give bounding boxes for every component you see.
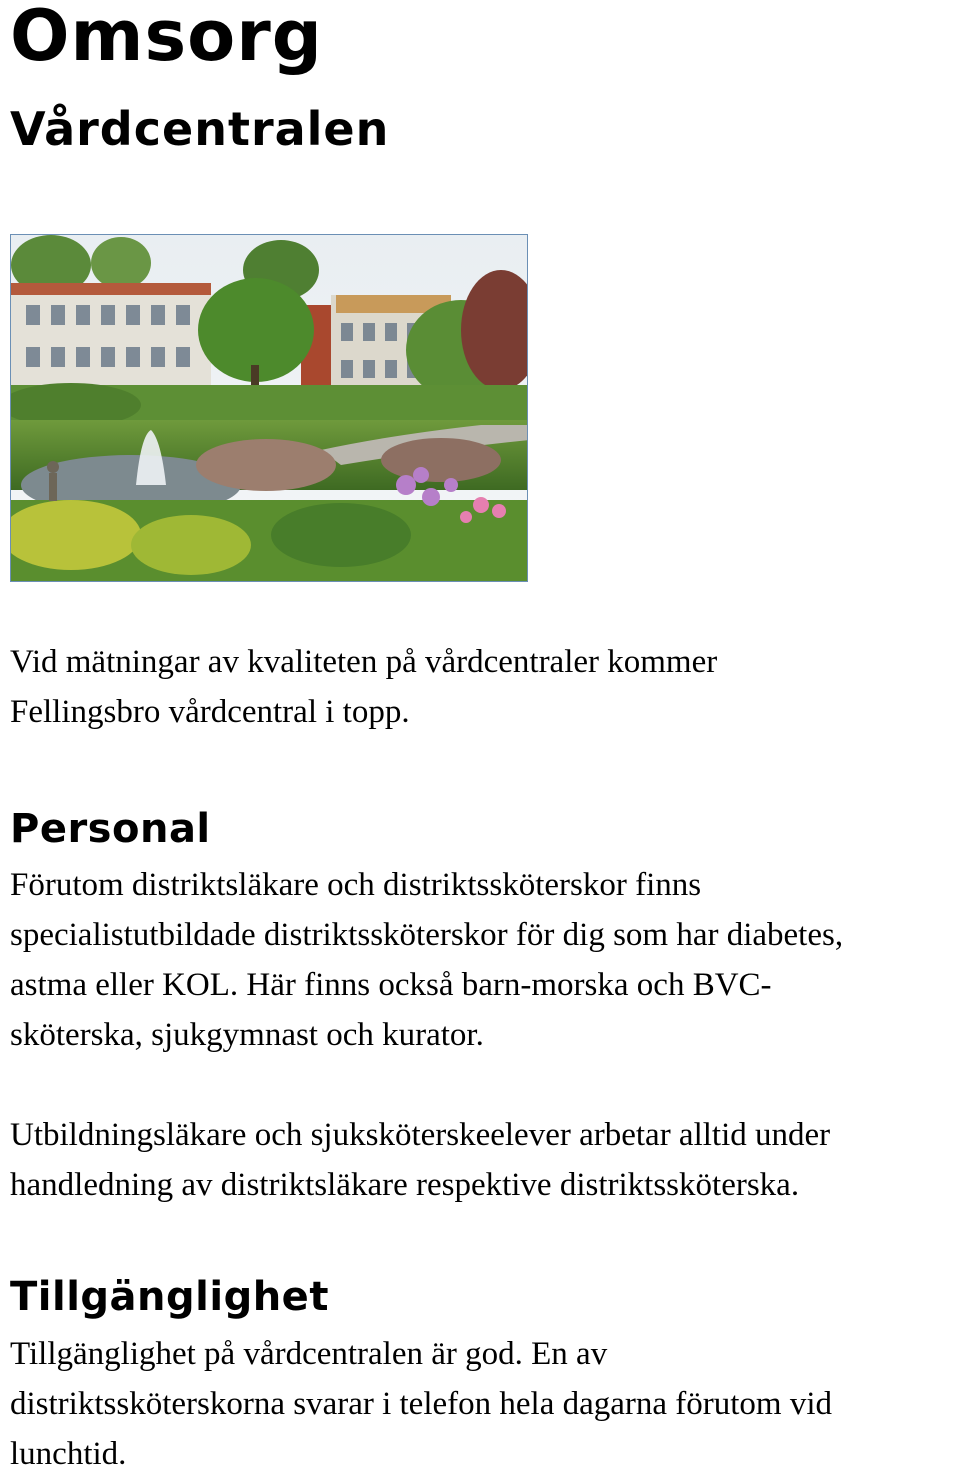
tillganglighet-line: distriktssköterskorna svarar i telefon hela dagarna förutom vid: [10, 1386, 833, 1422]
training-line: Utbildningsläkare och sjuksköterskeelever arbetar alltid under: [10, 1117, 831, 1153]
personal-line: sköterska, sjukgymnast och kurator.: [10, 1017, 484, 1053]
section-title: Vårdcentralen: [10, 102, 390, 156]
intro-paragraph: [10, 637, 955, 737]
personal-heading: Personal: [10, 806, 211, 852]
personal-line: specialistutbildade distriktssköterskor för dig som har diabetes,: [10, 917, 844, 953]
training-paragraph: [10, 1110, 955, 1210]
tillganglighet-line: Tillgänglighet på vårdcentralen är god. En av: [10, 1336, 608, 1372]
training-line: handledning av distriktsläkare respektive distriktssköterska.: [10, 1167, 800, 1203]
tillganglighet-line: lunchtid.: [10, 1436, 127, 1472]
personal-line: Förutom distriktsläkare och distriktssköterskor finns: [10, 867, 702, 903]
personal-line: astma eller KOL. Här finns också barn-morska och BVC-: [10, 967, 772, 1003]
personal-paragraph: [10, 860, 955, 1060]
intro-line: Fellingsbro vårdcentral i topp.: [10, 694, 410, 730]
intro-line: Vid mätningar av kvaliteten på vårdcentraler kommer: [10, 644, 718, 680]
tillganglighet-heading: Tillgänglighet: [10, 1274, 329, 1320]
tillganglighet-paragraph: [10, 1329, 955, 1479]
health-center-photo: [10, 234, 528, 582]
page-title: Omsorg: [10, 0, 323, 77]
